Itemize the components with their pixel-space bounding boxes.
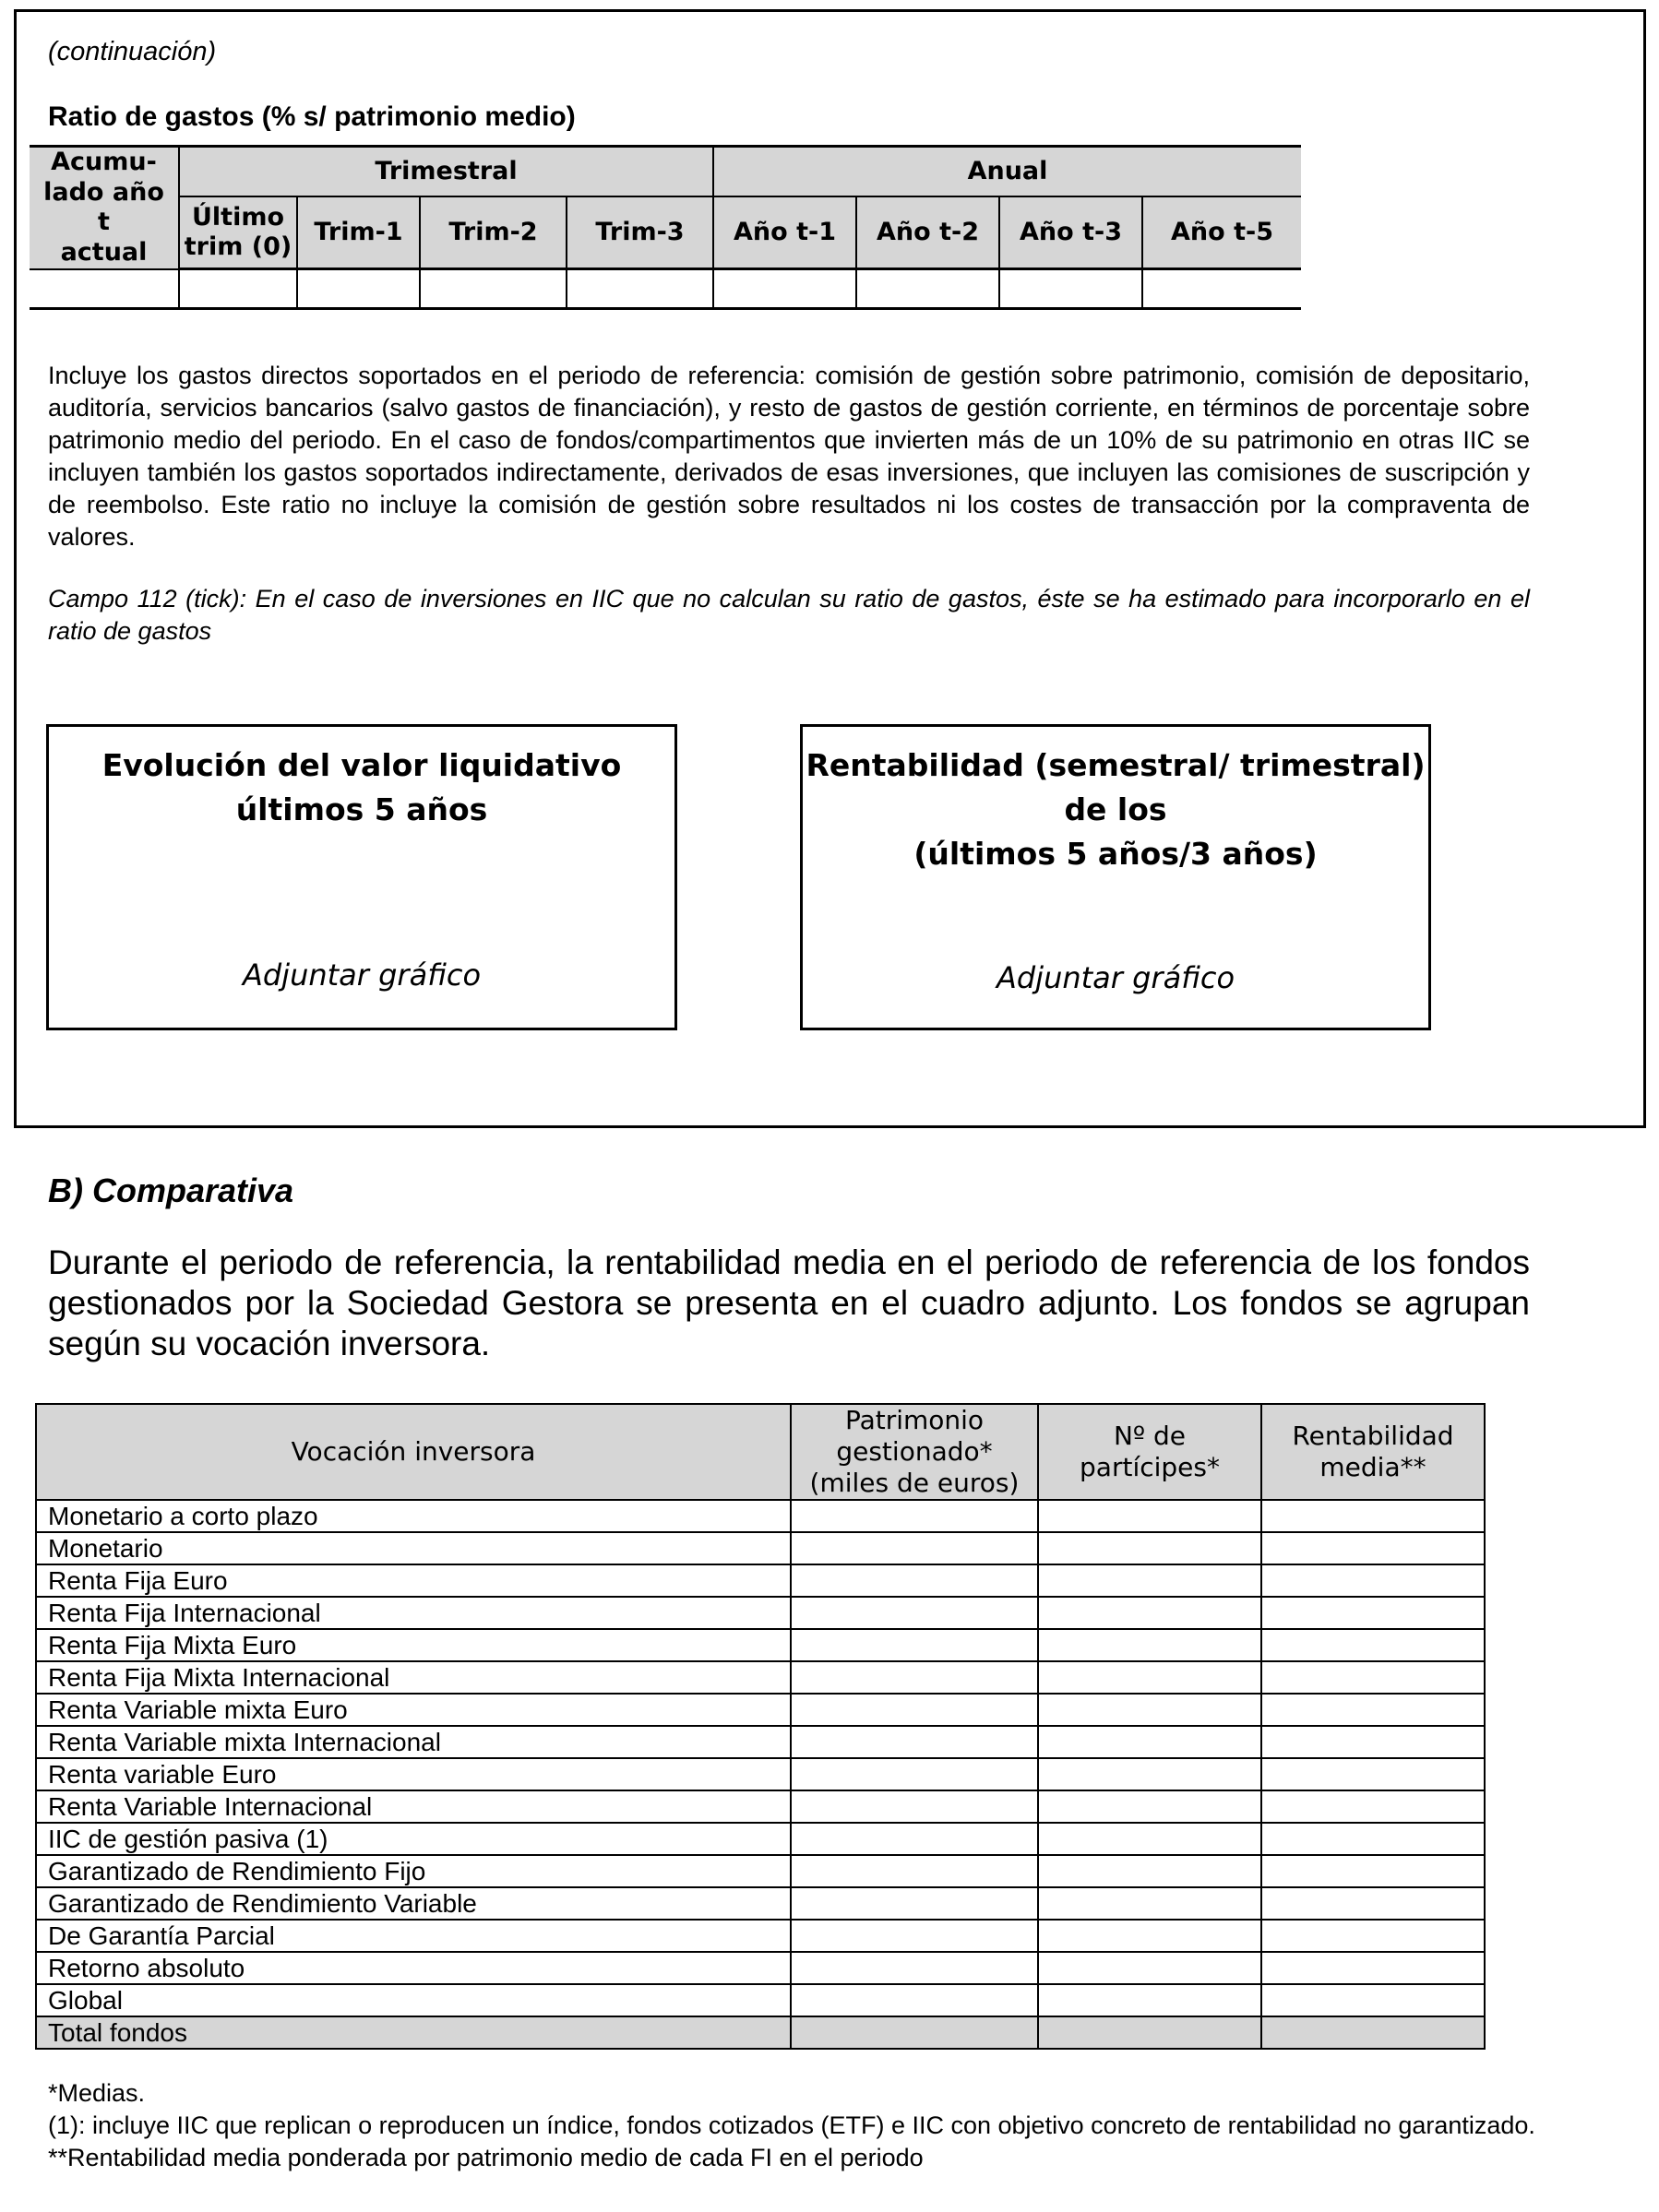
header-trim-2: Trim-2 xyxy=(420,196,567,269)
value-cell[interactable] xyxy=(791,1758,1038,1790)
value-cell[interactable] xyxy=(1038,1790,1261,1823)
header-ano-t-3: Año t-3 xyxy=(999,196,1142,269)
value-cell[interactable] xyxy=(1038,1984,1261,2016)
value-cell[interactable] xyxy=(1261,1887,1485,1920)
chart-placeholder-valor-liquidativo[interactable] xyxy=(46,724,677,1030)
header-trim-3: Trim-3 xyxy=(567,196,713,269)
value-cell[interactable] xyxy=(791,1661,1038,1694)
value-cell[interactable] xyxy=(1261,1694,1485,1726)
ratio-cell[interactable] xyxy=(420,269,567,309)
header-acumulado: Acumu- lado año t actual xyxy=(30,147,179,269)
box-title: Evolución del valor liquidativo últimos 5 años xyxy=(101,747,622,827)
table-row xyxy=(36,1726,1485,1758)
total-value-cell[interactable] xyxy=(791,2016,1038,2049)
ratio-cell[interactable] xyxy=(999,269,1142,309)
vocacion-label: Renta Variable mixta Internacional xyxy=(36,1726,791,1758)
ratio-description: Incluye los gastos directos soportados en el periodo de referencia: comisión de gestión sobre patrimonio, comisión de depositario, auditoría, servicios bancarios (salvo gastos de financiación), y resto de gastos de gestión corriente, en términos de porcentaje sobre patrimonio medio del periodo. En el caso de fondos/compartimentos que invierten más de un 10% de su patrimonio en otras IIC se incluyen también los gastos soportados indirectamente, derivados de esas inversiones, que incluyen las comisiones de suscripción y de reembolso. Este ratio no incluye la comisión de gestión sobre resultados ni los costes de transacción por la compraventa de valores. xyxy=(48,362,1530,551)
total-value-cell[interactable] xyxy=(1038,2016,1261,2049)
value-cell[interactable] xyxy=(791,1952,1038,1984)
note-gestion-pasiva: (1): incluye IIC que replican o reproducen un índice, fondos cotizados (ETF) e IIC con objetivo concreto de rentabilidad no garantizado. xyxy=(48,2111,1535,2139)
value-cell[interactable] xyxy=(1038,1500,1261,1532)
attach-chart-label: Adjuntar gráfico xyxy=(242,957,482,993)
ratio-gastos-title: Ratio de gastos (% s/ patrimonio medio) xyxy=(48,101,576,132)
value-cell[interactable] xyxy=(791,1790,1038,1823)
vocacion-label: Renta Fija Mixta Euro xyxy=(36,1629,791,1661)
attach-chart-label: Adjuntar gráfico xyxy=(996,960,1235,995)
value-cell[interactable] xyxy=(1261,1920,1485,1952)
note-rentabilidad: **Rentabilidad media ponderada por patrimonio medio de cada FI en el periodo xyxy=(48,2144,924,2171)
comparativa-heading: B) Comparativa xyxy=(48,1171,294,1209)
header-anual: Anual xyxy=(713,147,1301,197)
value-cell[interactable] xyxy=(1261,1855,1485,1887)
ratio-cell[interactable] xyxy=(567,269,713,309)
value-cell[interactable] xyxy=(1038,1694,1261,1726)
header-patrimonio: Patrimonio gestionado* (miles de euros) xyxy=(791,1404,1038,1500)
value-cell[interactable] xyxy=(1038,1920,1261,1952)
vocacion-label: Renta Variable Internacional xyxy=(36,1790,791,1823)
header-ultimo-trim: Último trim (0) xyxy=(179,196,297,269)
value-cell[interactable] xyxy=(1261,1532,1485,1564)
vocacion-label: Renta Fija Mixta Internacional xyxy=(36,1661,791,1694)
box-title: Rentabilidad (semestral/ trimestral) de los (últimos 5 años/3 años) xyxy=(806,747,1426,872)
table-row xyxy=(36,1564,1485,1597)
ratio-value-row xyxy=(30,269,1301,309)
value-cell[interactable] xyxy=(1261,1500,1485,1532)
table-row xyxy=(36,1629,1485,1661)
value-cell[interactable] xyxy=(1038,1855,1261,1887)
table-row xyxy=(36,1952,1485,1984)
table-row xyxy=(36,1920,1485,1952)
value-cell[interactable] xyxy=(791,1726,1038,1758)
value-cell[interactable] xyxy=(791,1984,1038,2016)
ratio-cell[interactable] xyxy=(713,269,856,309)
table-row xyxy=(36,1790,1485,1823)
vocacion-label: Garantizado de Rendimiento Fijo xyxy=(36,1855,791,1887)
value-cell[interactable] xyxy=(1261,1790,1485,1823)
value-cell[interactable] xyxy=(1038,1726,1261,1758)
table-notes xyxy=(48,2077,1543,2174)
comparativa-text: Durante el periodo de referencia, la rentabilidad media en el periodo de referencia de los fondos gestionados por la Sociedad Gestora se presenta en el cuadro adjunto. Los fondos se agrupan según su vocación inversora. xyxy=(48,1243,1530,1362)
header-ano-t-2: Año t-2 xyxy=(856,196,999,269)
table-row xyxy=(36,1597,1485,1629)
table-row xyxy=(36,1855,1485,1887)
campo-112-note: Campo 112 (tick): En el caso de inversiones en IIC que no calculan su ratio de gastos, éste se ha estimado para incorporarlo en el ratio de gastos xyxy=(48,585,1530,645)
table-row xyxy=(36,1758,1485,1790)
vocacion-label: Global xyxy=(36,1984,791,2016)
comparativa-table xyxy=(35,1403,1486,2050)
vocacion-label: Garantizado de Rendimiento Variable xyxy=(36,1887,791,1920)
ratio-cell[interactable] xyxy=(30,269,179,309)
value-cell[interactable] xyxy=(1261,1661,1485,1694)
vocacion-label: Renta Variable mixta Euro xyxy=(36,1694,791,1726)
header-vocacion: Vocación inversora xyxy=(36,1404,791,1500)
value-cell[interactable] xyxy=(1038,1887,1261,1920)
note-medias: *Medias. xyxy=(48,2079,146,2107)
vocacion-label: Monetario a corto plazo xyxy=(36,1500,791,1532)
ratio-cell[interactable] xyxy=(856,269,999,309)
table-row xyxy=(36,1661,1485,1694)
value-cell[interactable] xyxy=(1038,1758,1261,1790)
total-row xyxy=(36,2016,1485,2049)
header-participes: Nº de partícipes* xyxy=(1038,1404,1261,1500)
value-cell[interactable] xyxy=(1261,1564,1485,1597)
value-cell[interactable] xyxy=(1261,1629,1485,1661)
value-cell[interactable] xyxy=(1261,1597,1485,1629)
header-rentabilidad: Rentabilidad media** xyxy=(1261,1404,1485,1500)
value-cell[interactable] xyxy=(1038,1629,1261,1661)
value-cell[interactable] xyxy=(1038,1952,1261,1984)
value-cell[interactable] xyxy=(791,1920,1038,1952)
value-cell[interactable] xyxy=(1038,1823,1261,1855)
value-cell[interactable] xyxy=(1261,1758,1485,1790)
header-trim-1: Trim-1 xyxy=(297,196,420,269)
value-cell[interactable] xyxy=(791,1532,1038,1564)
value-cell[interactable] xyxy=(791,1500,1038,1532)
value-cell[interactable] xyxy=(791,1694,1038,1726)
chart-placeholder-rentabilidad[interactable] xyxy=(800,724,1431,1030)
value-cell[interactable] xyxy=(1261,1823,1485,1855)
ratio-cell[interactable] xyxy=(1142,269,1301,309)
continuation-label: (continuación) xyxy=(48,37,217,66)
vocacion-label: Renta Fija Euro xyxy=(36,1564,791,1597)
total-value-cell[interactable] xyxy=(1261,2016,1485,2049)
header-trimestral: Trimestral xyxy=(179,147,713,197)
value-cell[interactable] xyxy=(1261,1726,1485,1758)
vocacion-label: Monetario xyxy=(36,1532,791,1564)
header-ano-t-5: Año t-5 xyxy=(1142,196,1301,269)
vocacion-label: De Garantía Parcial xyxy=(36,1920,791,1952)
table-row xyxy=(36,1532,1485,1564)
value-cell[interactable] xyxy=(1261,1984,1485,2016)
value-cell[interactable] xyxy=(1038,1532,1261,1564)
header-ano-t-1: Año t-1 xyxy=(713,196,856,269)
vocacion-label: Renta variable Euro xyxy=(36,1758,791,1790)
table-row xyxy=(36,1500,1485,1532)
ratio-cell[interactable] xyxy=(297,269,420,309)
value-cell[interactable] xyxy=(791,1855,1038,1887)
value-cell[interactable] xyxy=(791,1887,1038,1920)
value-cell[interactable] xyxy=(791,1823,1038,1855)
vocacion-label: IIC de gestión pasiva (1) xyxy=(36,1823,791,1855)
table-row xyxy=(36,1823,1485,1855)
ratio-cell[interactable] xyxy=(179,269,297,309)
value-cell[interactable] xyxy=(1038,1597,1261,1629)
table-row xyxy=(36,1887,1485,1920)
ratio-gastos-table xyxy=(30,145,1301,310)
value-cell[interactable] xyxy=(791,1597,1038,1629)
vocacion-label: Renta Fija Internacional xyxy=(36,1597,791,1629)
value-cell[interactable] xyxy=(791,1564,1038,1597)
total-label: Total fondos xyxy=(36,2016,791,2049)
value-cell[interactable] xyxy=(1038,1564,1261,1597)
table-row xyxy=(36,1984,1485,2016)
value-cell[interactable] xyxy=(1261,1952,1485,1984)
value-cell[interactable] xyxy=(791,1629,1038,1661)
table-row xyxy=(36,1694,1485,1726)
value-cell[interactable] xyxy=(1038,1661,1261,1694)
vocacion-label: Retorno absoluto xyxy=(36,1952,791,1984)
